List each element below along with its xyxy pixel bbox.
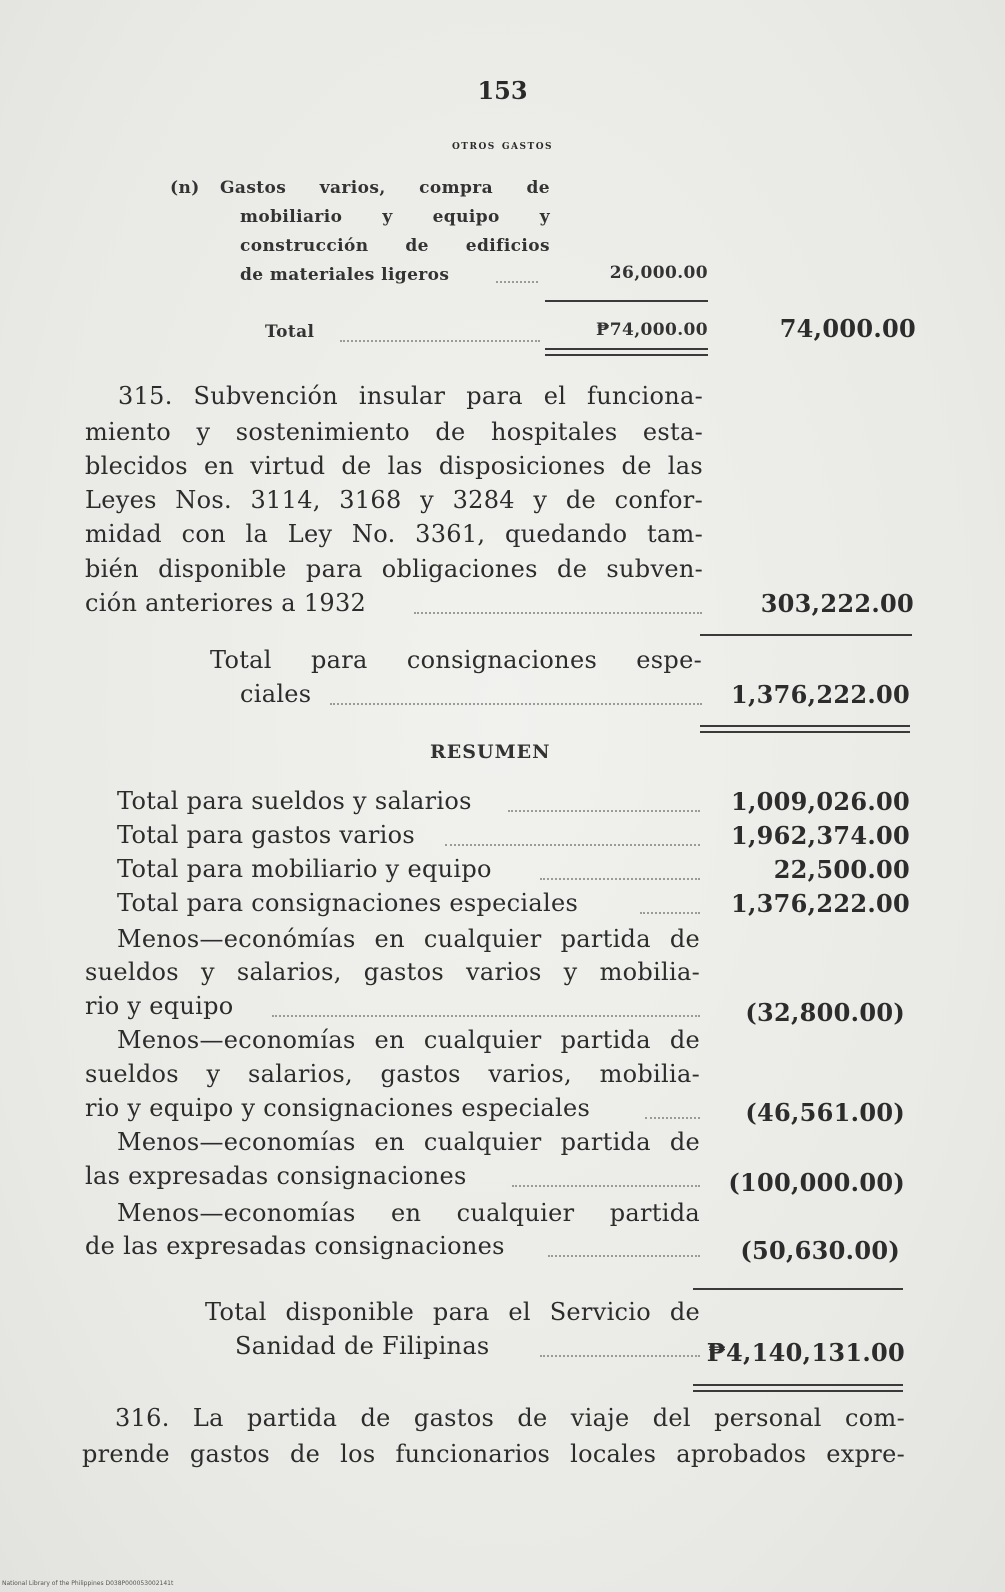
paragraph-315-line: bién disponible para obligaciones de subven- — [85, 555, 703, 583]
subtotal-rule — [545, 300, 708, 302]
resumen-row-amount: 1,962,374.00 — [731, 821, 910, 850]
leader-dots — [645, 1117, 700, 1119]
resumen-row-amount: 1,009,026.00 — [731, 787, 910, 816]
leader-dots — [512, 1185, 700, 1187]
total-disponible-line: Total disponible para el Servicio de — [205, 1298, 700, 1326]
leader-dots — [340, 340, 540, 342]
paragraph-315-line: miento y sostenimiento de hospitales esta- — [85, 418, 703, 446]
leader-dots — [508, 810, 700, 812]
menos-amount: (32,800.00) — [745, 998, 905, 1027]
menos-line: Menos—economías en cualquier partida de — [117, 1026, 700, 1054]
resumen-row-amount: 1,376,222.00 — [731, 889, 910, 918]
sum-rule — [693, 1288, 903, 1290]
leader-dots — [496, 281, 538, 283]
resumen-row-label: Total para mobiliario y equipo — [117, 855, 492, 883]
menos-line: Menos—económías en cualquier partida de — [117, 925, 700, 953]
total-especiales-line: ciales — [240, 680, 312, 708]
paragraph-315-amount: 303,222.00 — [760, 589, 914, 618]
paragraph-315-line: 315. Subvención insular para el funciona- — [118, 382, 703, 410]
menos-line: de las expresadas consignaciones — [85, 1232, 505, 1260]
leader-dots — [540, 1355, 700, 1357]
menos-amount: (100,000.00) — [728, 1168, 905, 1197]
total-especiales-line: Total para consignaciones espe- — [210, 646, 702, 674]
leader-dots — [548, 1255, 700, 1257]
leader-dots — [414, 612, 702, 614]
double-rule-top — [700, 725, 910, 727]
resumen-row-label: Total para consignaciones especiales — [117, 889, 579, 917]
paragraph-315-line: ción anteriores a 1932 — [85, 589, 367, 617]
menos-line: rio y equipo — [85, 992, 234, 1020]
footer-credit: National Library of the Philippines D038P000053002141t — [2, 1580, 174, 1587]
menos-line: sueldos y salarios, gastos varios, mobilia- — [85, 1060, 700, 1088]
paragraph-316-line: prende gastos de los funcionarios locales aprobados expre- — [82, 1440, 905, 1468]
paragraph-315-line: Leyes Nos. 3114, 3168 y 3284 y de confor- — [85, 486, 703, 514]
leader-dots — [445, 844, 700, 846]
resumen-heading: RESUMEN — [430, 741, 551, 763]
paragraph-316-line: 316. La partida de gastos de viaje del personal com- — [115, 1404, 905, 1432]
menos-line: Menos—economías en cualquier partida — [117, 1199, 700, 1227]
resumen-row-amount: 22,500.00 — [773, 855, 910, 884]
double-rule-top — [545, 348, 708, 350]
paragraph-315-line: blecidos en virtud de las disposiciones de las — [85, 452, 703, 480]
resumen-row-label: Total para gastos varios — [117, 821, 415, 849]
leader-dots — [330, 703, 702, 705]
item-amount: 26,000.00 — [609, 263, 708, 283]
menos-line: sueldos y salarios, gastos varios y mobilia- — [85, 958, 700, 986]
menos-line: Menos—economías en cualquier partida de — [117, 1128, 700, 1156]
item-line: mobiliario y equipo y — [240, 207, 550, 227]
leader-dots — [540, 878, 700, 880]
menos-amount: (50,630.00) — [740, 1236, 900, 1265]
menos-line: rio y equipo y consignaciones especiales — [85, 1094, 591, 1122]
double-rule-bottom — [693, 1390, 903, 1392]
item-line: de materiales ligeros — [240, 265, 450, 285]
leader-dots — [272, 1015, 700, 1017]
double-rule-bottom — [545, 354, 708, 356]
item-line: Gastos varios, compra de — [220, 178, 550, 198]
menos-amount: (46,561.00) — [745, 1098, 905, 1127]
menos-line: las expresadas consignaciones — [85, 1162, 467, 1190]
total-label: Total — [265, 322, 315, 342]
total-especiales-amount: 1,376,222.00 — [731, 680, 910, 709]
sum-rule — [700, 634, 912, 636]
paragraph-315-line: midad con la Ley No. 3361, quedando tam- — [85, 520, 703, 548]
total-disponible-line: Sanidad de Filipinas — [235, 1332, 490, 1360]
double-rule-bottom — [700, 731, 910, 733]
leader-dots — [640, 912, 700, 914]
section-heading-otros-gastos: otros gastos — [451, 138, 554, 153]
item-marker: (n) — [170, 178, 200, 198]
item-line: construcción de edificios — [240, 236, 550, 256]
total-carried-amount: 74,000.00 — [779, 314, 916, 343]
resumen-row-label: Total para sueldos y salarios — [117, 787, 472, 815]
total-amount: ₱74,000.00 — [595, 320, 708, 340]
double-rule-top — [693, 1384, 903, 1386]
total-disponible-amount: ₱4,140,131.00 — [706, 1338, 905, 1367]
page-number: 153 — [477, 76, 528, 105]
